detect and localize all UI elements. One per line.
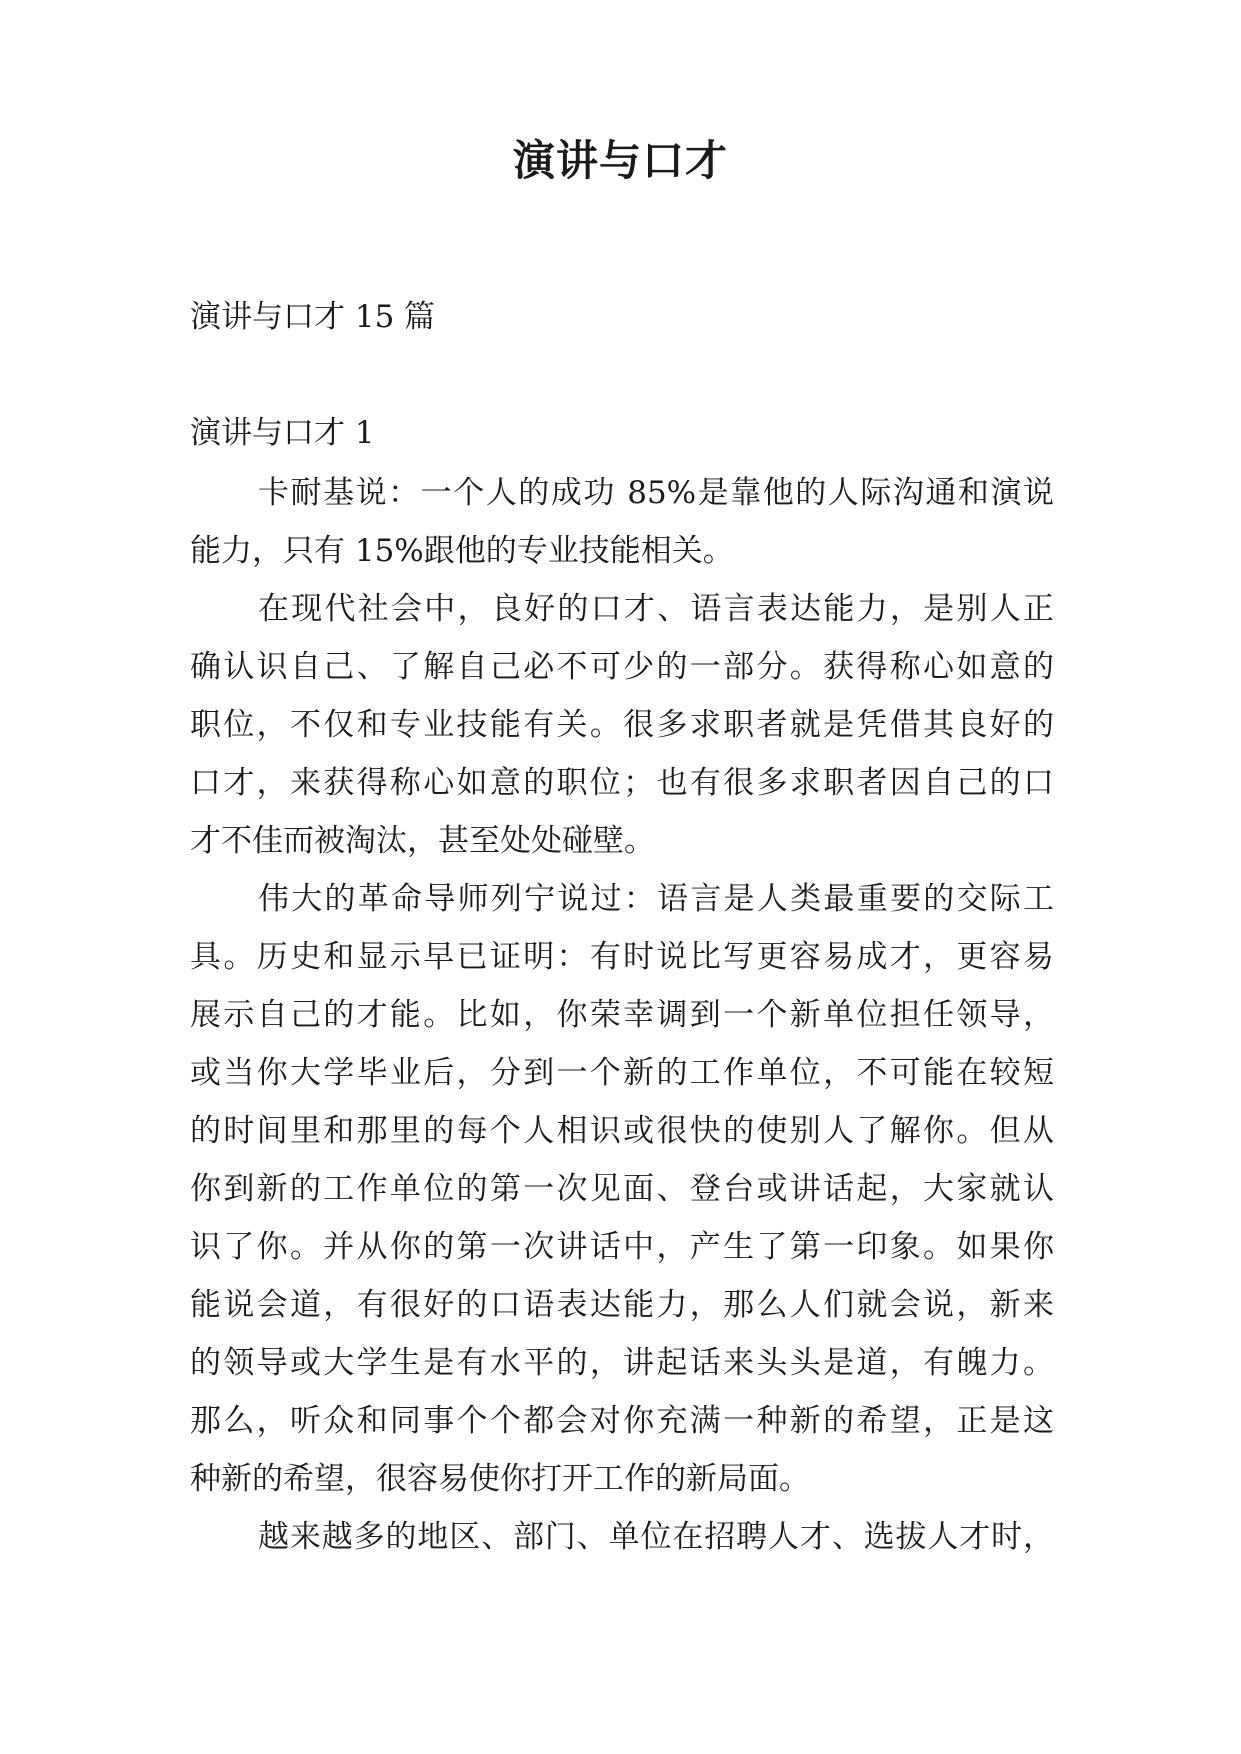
document-title: 演讲与口才 — [512, 136, 728, 185]
paragraph-line: 口才，来获得称心如意的职位；也有很多求职者因自己的口 — [190, 765, 1054, 801]
paragraph-line: 确认识自己、了解自己必不可少的一部分。获得称心如意的 — [190, 649, 1054, 685]
paragraph-line: 展示自己的才能。比如，你荣幸调到一个新单位担任领导， — [190, 997, 1054, 1033]
paragraph-line: 在现代社会中，良好的口才、语言表达能力，是别人正 — [258, 591, 1054, 627]
section-heading: 演讲与口才 1 — [190, 415, 375, 451]
paragraph-line: 能说会道，有很好的口语表达能力，那么人们就会说，新来 — [190, 1287, 1054, 1323]
paragraph-line: 的领导或大学生是有水平的，讲起话来头头是道，有魄力。 — [190, 1345, 1054, 1381]
paragraph-line: 卡耐基说：一个人的成功 85%是靠他的人际沟通和演说 — [258, 475, 1054, 511]
paragraph-line: 伟大的革命导师列宁说过：语言是人类最重要的交际工 — [258, 881, 1054, 917]
paragraph-line: 具。历史和显示早已证明：有时说比写更容易成才，更容易 — [190, 939, 1054, 975]
paragraph-line: 识了你。并从你的第一次讲话中，产生了第一印象。如果你 — [190, 1229, 1054, 1265]
paragraph-line: 越来越多的地区、部门、单位在招聘人才、选拔人才时， — [258, 1519, 1054, 1555]
paragraph-line: 才不佳而被淘汰，甚至处处碰壁。 — [190, 823, 655, 859]
paragraph-line: 职位，不仅和专业技能有关。很多求职者就是凭借其良好的 — [190, 707, 1054, 743]
paragraph-line: 或当你大学毕业后，分到一个新的工作单位，不可能在较短 — [190, 1055, 1054, 1091]
paragraph-line: 那么，听众和同事个个都会对你充满一种新的希望，正是这 — [190, 1403, 1054, 1439]
paragraph-line: 的时间里和那里的每个人相识或很快的使别人了解你。但从 — [190, 1113, 1054, 1149]
paragraph-line: 能力，只有 15%跟他的专业技能相关。 — [190, 533, 734, 569]
document-subtitle: 演讲与口才 15 篇 — [190, 299, 436, 335]
paragraph-line: 你到新的工作单位的第一次见面、登台或讲话起，大家就认 — [190, 1171, 1054, 1207]
paragraph-line: 种新的希望，很容易使你打开工作的新局面。 — [190, 1461, 810, 1497]
